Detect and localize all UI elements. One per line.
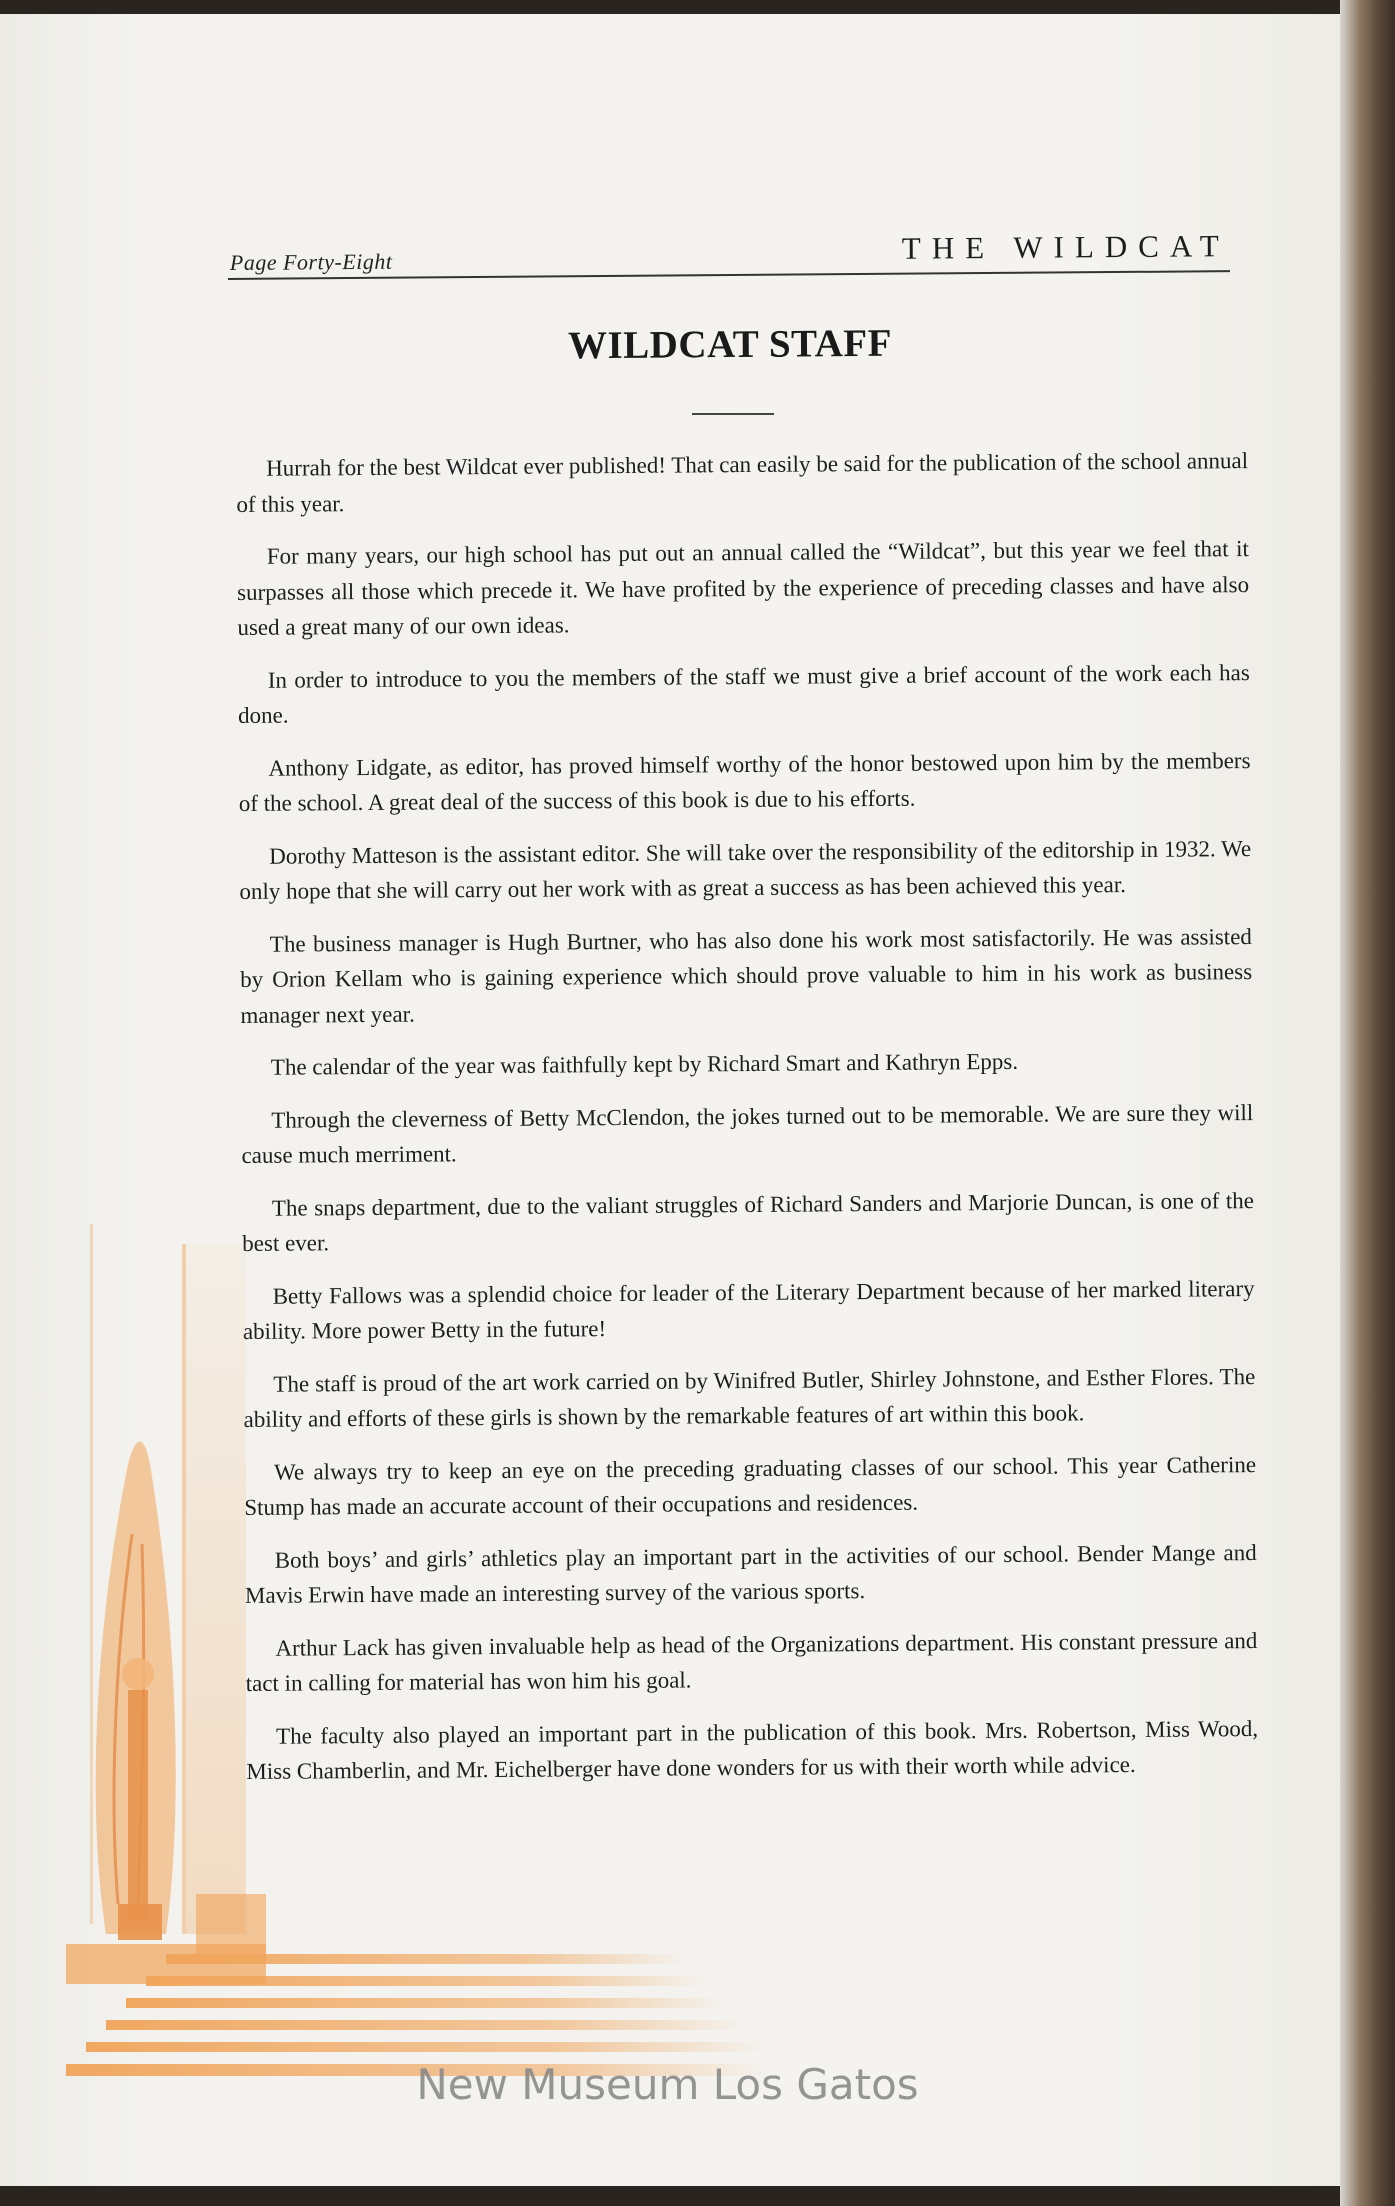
page-title: WILDCAT STAFF — [567, 321, 893, 368]
paragraph: Hurrah for the best Wildcat ever published! That can easily be said for the publication of the school annual of this year. — [236, 448, 1249, 517]
paragraph: The staff is proud of the art work carried on by Winifred Butler, Shirley Johnstone, and Esther Flores. The ability and efforts of these girls is shown by the remarkable features of art within this book. — [243, 1363, 1256, 1432]
paragraph: In order to introduce to you the members of the staff we must give a brief account of the work each has done. — [237, 659, 1250, 728]
paragraph: Arthur Lack has given invaluable help as head of the Organizations department. His constant pressure and tact in calling for material has won him his goal. — [245, 1627, 1258, 1696]
paragraph: The calendar of the year was faithfully kept by Richard Smart and Kathryn Epps. — [270, 1048, 1019, 1080]
stairs-cypress-illustration — [66, 1204, 786, 2114]
paragraph: We always try to keep an eye on the preceding graduating classes of our school. This year Catherine Stump has made an accurate account of their occupations and residences. — [244, 1451, 1257, 1520]
page-folio: Page Forty-Eight — [229, 248, 393, 275]
masthead: THE WILDCAT — [901, 228, 1230, 266]
watermark — [0, 2060, 1395, 2109]
paragraph: Both boys’ and girls’ athletics play an important part in the activities of our school. Bender Mange and Mavis Erwin have made an interesting survey of the various sports. — [244, 1539, 1257, 1608]
paragraph: The business manager is Hugh Burtner, who has also done his work most satisfactorily. He was assisted by Orion Kellam who is gaining experience which should prove valuable to him in his work as business manager next year. — [240, 923, 1253, 1028]
paragraph: For many years, our high school has put out an annual called the “Wildcat”, but this year we feel that it surpasses all those which precede it. We have profited by the experience of preceding classes and have also used a great many of our own ideas. — [237, 536, 1250, 640]
watermark-text: New Museum Los Gatos — [416, 2060, 919, 2109]
running-head — [228, 226, 1230, 280]
paragraph: Dorothy Matteson is the assistant editor. She will take over the responsibility of the editorship in 1932. We only hope that she will carry out her work with as great a success as has been achieved this year. — [239, 835, 1252, 904]
paragraph: The snaps department, due to the valiant struggles of Richard Sanders and Marjorie Duncan, is one of the best ever. — [242, 1187, 1255, 1256]
title-rule — [692, 413, 774, 415]
book-spine-shadow — [1340, 0, 1395, 2206]
yearbook-page — [0, 14, 1360, 2186]
paragraph: Through the cleverness of Betty McClendon, the jokes turned out to be memorable. We are sure they will cause much merriment. — [241, 1099, 1254, 1168]
paragraph: Betty Fallows was a splendid choice for leader of the Literary Department because of her marked literary ability. More power Betty in the future! — [242, 1275, 1255, 1344]
paragraph: The faculty also played an important part in the publication of this book. Mrs. Robertson, Miss Wood, Miss Chamberlin, and Mr. Eichelberger have done wonders for us with their worth while advice. — [246, 1715, 1259, 1784]
paragraph: Anthony Lidgate, as editor, has proved himself worthy of the honor bestowed upon him by the members of the school. A great deal of the success of this book is due to his efforts. — [238, 747, 1251, 816]
